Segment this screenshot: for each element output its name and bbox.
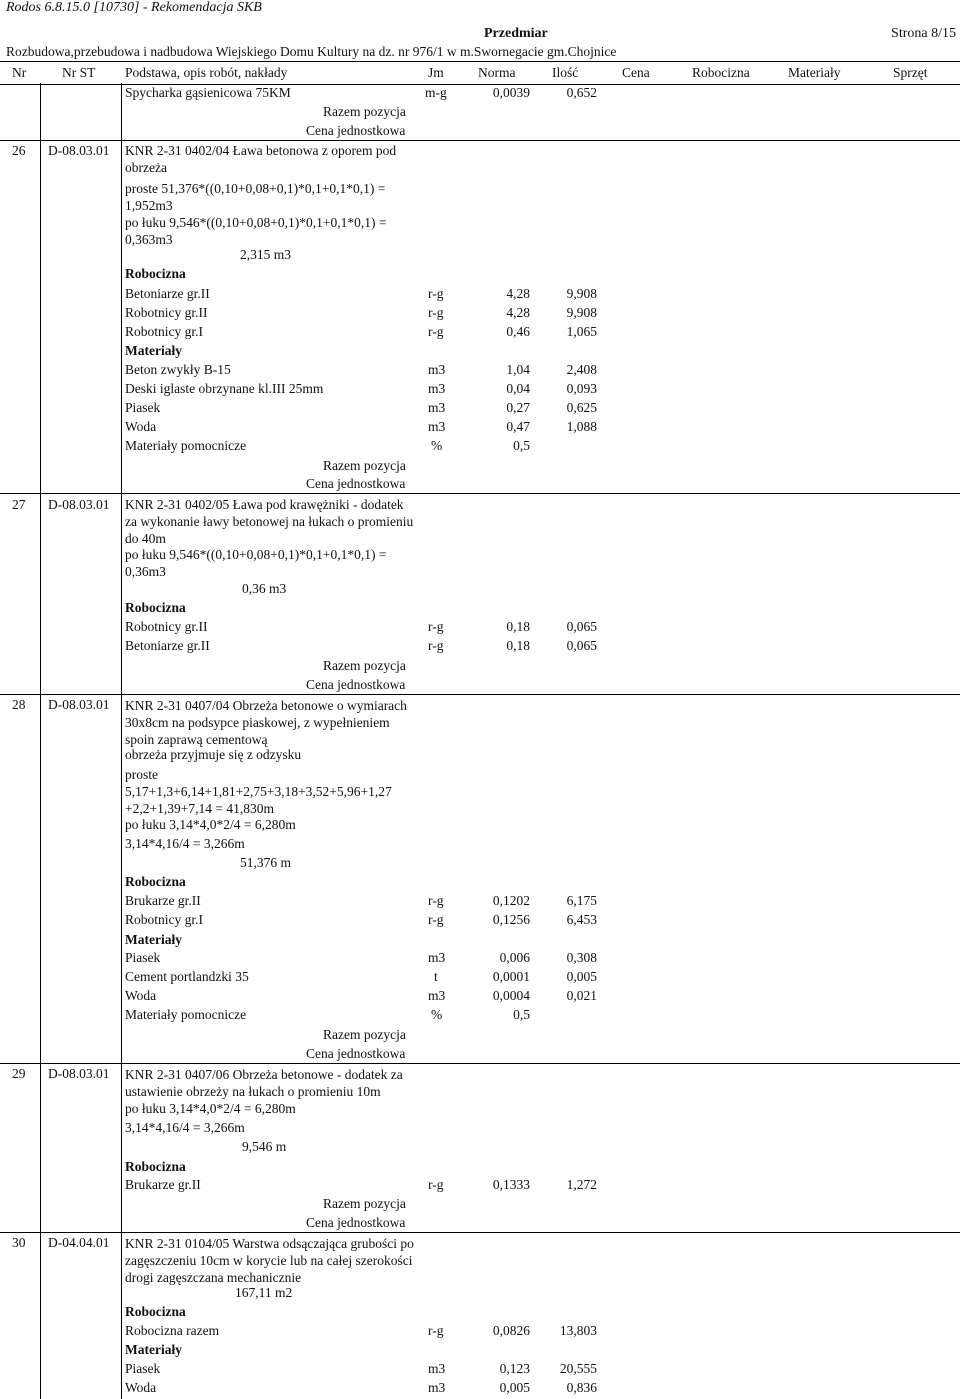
position-description: KNR 2-31 0407/06 Obrzeża betonowe - dodatek za ustawienie obrzeży na łukach o promieniu 10m <box>125 1067 403 1099</box>
col-nr: Nr <box>12 65 27 80</box>
col-nr-st: Nr ST <box>62 65 96 80</box>
separator-30 <box>0 1232 960 1233</box>
document-page: Rodos 6.8.15.0 [10730] - Rekomendacja SKB Przedmiar Strona 8/15 Rozbudowa,przebudowa i nadbudowa Wiejskiego Domu Kultury na dz. nr 976/1 w m.Swornegacie gm.Chojnice Nr Nr ST Podstawa, opis robót, nakłady Jm Norma Ilość Cena Robocizna Materiały Sprzęt Spycharka gąsienicowa 75KM m-g 0,0039 0,652 Razem pozycja Cena jednostkowa 26 D-08.03.01 KNR 2-31 0402/04 Ława betonowa z oporem pod obrzeża proste 51,376*((0,10+0,08+0,1)*0,1+0,1*0,1) = 1,952m3 po łuku 9,546*((0,10+0,08+0,1)*0,1+0,1*0,1) = 0,363m3 2,315 m3 Robocizna Betoniarze gr.II r-g 4,28 9,908 Robotnicy gr.II r-g 4,28 9,908 Robotnicy gr.I r-g 0,46 1,065 Materiały Beton zwykły B-15 m3 1,04 2,408 Deski iglaste obrzynane kl.III 25mm m3 0,04 0,093 Piasek m3 0,27 0,625 Woda m3 0,47 1,088 Materiały pomocnicze % 0,5 Razem pozycja Cena jednostkowa 27 D-08.03.01 KNR 2-31 0402/05 Ława pod krawężniki - dodatek za wykonanie ławy betonowej na łukach o promieniu do 40m po łuku 9,546*((0,10+0,08+0,1)*0,1+0,1*0,1) = 0,36m3 0,36 m3 Robocizna Robotnicy gr.II r-g 0,18 0,065 Betoniarze gr.II r-g 0,18 0,065 Razem pozycja Cena jednostkowa 28 D-08.03.01 KNR 2-31 0407/04 Obrzeża betonowe o wymiarach 30x8cm na podsypce piaskowej, z wypełnieniem spoin zaprawą cementową obrzeża przyjmuje się z odzysku proste 5,17+1,3+6,14+1,81+2,75+3,18+3,52+5,96+1,27 +2,2+1,39+7,14 = 41,830m po łuku 3,14*4,0*2/4 = 6,280m 3,14*4,16/4 = 3,266m 51,376 m Robocizna Brukarze gr.II r-g 0,1202 6,175 Robotnicy gr.I r-g 0,1256 6,453 Materiały Piasek m3 0,006 0,308 Cement portlandzki 35 t 0,0001 0,005 Woda m3 0,0004 0,021 Materiały pomocnicze % 0,5 Razem pozycja Cena jednostkowa 29 D-08.03.01 KNR 2-31 0407/06 Obrzeża betonowe - dodatek za ustawienie obrzeży na łukach o promieniu 10m po łuku 3,14*4,0*2/4 = 6,280m 3,14*4,16/4 = 3,266m 9,546 m Robocizna Brukarze gr.II r-g 0,1333 1,272 Razem pozycja Cena jednostkowa 30 D-04.04.01 KNR 2-31 0104/05 Warstwa odsączająca grubości po zagęszczeniu 10cm w korycie lub na całej szerokości drogi zagęszczana mechanicznie 167,11 m2 Robocizna Robocizna razem r-g 0,0826 13,803 Materiały Piasek m3 0,123 20,555 Woda m3 0,005 0,836 <box>0 0 960 1399</box>
section-robocizna: Robocizna <box>125 266 186 281</box>
quantity: 0,36 m3 <box>242 581 287 596</box>
separator-29 <box>0 1063 960 1064</box>
measurement: proste 5,17+1,3+6,14+1,81+2,75+3,18+3,52+5,96+1,27 +2,2+1,39+7,14 = 41,830m <box>125 767 392 816</box>
page-header <box>6 0 956 41</box>
quantity: 51,376 m <box>240 855 292 870</box>
measurement: po łuku 3,14*4,0*2/4 = 6,280m <box>125 817 296 832</box>
position-description: KNR 2-31 0104/05 Warstwa odsączająca grubości po zagęszczeniu 10cm w korycie lub na całej szerokości drogi zagęszczana mechanicznie <box>125 1236 414 1285</box>
rule-v1 <box>40 83 41 1399</box>
separator-26 <box>0 140 960 141</box>
rule-v2 <box>121 83 122 1399</box>
measurement: 3,14*4,16/4 = 3,266m <box>125 1120 245 1135</box>
measurement: proste 51,376*((0,10+0,08+0,1)*0,1+0,1*0,1) = 1,952m3 <box>125 181 386 213</box>
separator-28 <box>0 694 960 695</box>
measurement: po łuku 9,546*((0,10+0,08+0,1)*0,1+0,1*0,1) = 0,363m3 <box>125 215 387 247</box>
position-description: KNR 2-31 0402/04 Ława betonowa z oporem pod obrzeża <box>125 143 397 175</box>
quantity: 2,315 m3 <box>240 247 292 262</box>
razem-label: Razem pozycja <box>323 104 406 119</box>
col-ilosc: Ilość <box>552 65 579 80</box>
quantity: 9,546 m <box>242 1139 287 1154</box>
section-materialy: Materiały <box>125 343 182 358</box>
app-title: Rodos 6.8.15.0 [10730] - Rekomendacja SKB <box>6 0 262 15</box>
page-number: Strona 8/15 <box>891 26 956 41</box>
col-norma: Norma <box>478 65 516 80</box>
separator-27 <box>0 493 960 494</box>
col-description: Podstawa, opis robót, nakłady <box>125 65 288 80</box>
quantity: 167,11 m2 <box>235 1285 293 1300</box>
measurement: po łuku 9,546*((0,10+0,08+0,1)*0,1+0,1*0,1) = 0,36m3 <box>125 547 387 579</box>
position-description: KNR 2-31 0407/04 Obrzeża betonowe o wymiarach 30x8cm na podsypce piaskowej, z wypełnieniem spoin zaprawą cementową <box>125 698 407 747</box>
measurement: obrzeża przyjmuje się z odzysku <box>125 747 302 762</box>
col-robocizna: Robocizna <box>692 65 750 80</box>
col-materialy: Materiały <box>788 65 841 80</box>
measurement: po łuku 3,14*4,0*2/4 = 6,280m <box>125 1101 296 1116</box>
document-title: Przedmiar <box>484 26 548 41</box>
project-name: Rozbudowa,przebudowa i nadbudowa Wiejskiego Domu Kultury na dz. nr 976/1 w m.Swornegacie gm.Chojnice <box>6 44 617 59</box>
col-cena: Cena <box>622 65 650 80</box>
column-header-row <box>0 61 960 85</box>
cena-label: Cena jednostkowa <box>306 123 406 138</box>
measurement: 3,14*4,16/4 = 3,266m <box>125 836 245 851</box>
position-description: KNR 2-31 0402/05 Ława pod krawężniki - dodatek za wykonanie ławy betonowej na łukach o promieniu do 40m <box>125 497 414 546</box>
col-sprzet: Sprzęt <box>893 65 928 80</box>
col-jm: Jm <box>428 65 444 80</box>
